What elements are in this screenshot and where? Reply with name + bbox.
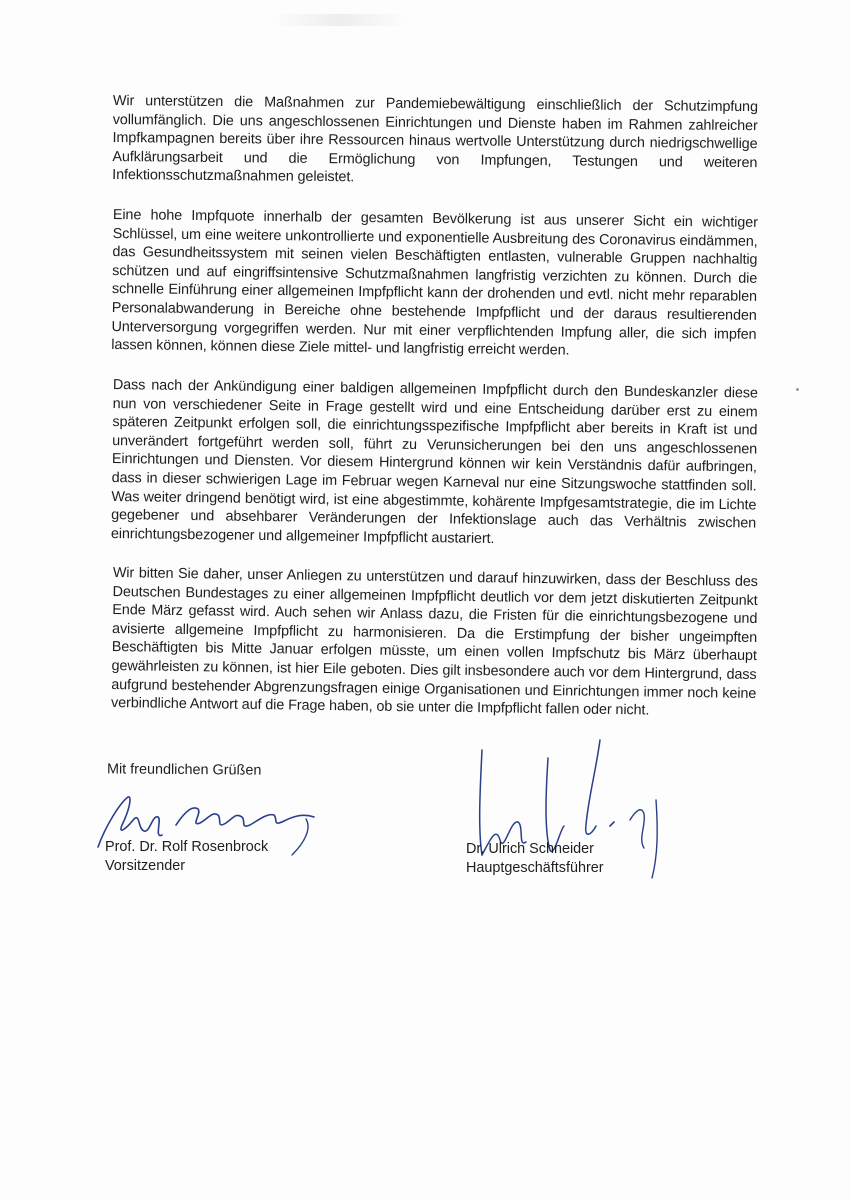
scan-speck [796,388,799,391]
letter-body [110,92,758,734]
paragraph-3: Dass nach der Ankündigung einer baldigen allgemeinen Impfpflicht durch den Bundeskanzler diese nun von verschiedener Seite in Frage gestellt wird und eine Entscheidung darüber erst zu einem späteren Zeitpunkt erfolgen soll, die einrichtungsspezifische Impfpflicht aber bereits in Kraft ist und unverändert fortgeführt werden soll, führt zu Verunsicherungen bei den uns angeschlossenen Einrichtungen und Diensten. Vor diesem Hintergrund können wir kein Verständnis dafür aufbringen, dass in dieser schwierigen Lage im Februar wegen Karneval nur eine Sitzungswoche stattfinden soll. Was weiter dringend benötigt wird, ist eine abgestimmte, kohärente Impfgesamtstrategie, die im Lichte gegebener und absehbarer Veränderungen der Infektionslage auch das Verhältnis zwischen einrichtungsbezogener und allgemeiner Impfpflicht austariert. [110,376,758,547]
faint-letterhead-residue [270,14,410,26]
paragraph-1: Wir unterstützen die Maßnahmen zur Pandemiebewältigung einschließlich der Schutzimpfung vollumfänglich. Die uns angeschlossenen Einrichtungen und Dienste haben im Rahmen zahlreicher Impfkampagnen bereits über ihre Ressourcen hinaus wertvolle Unterstützung durch niedrigschwellige Aufklärungsarbeit und die Ermöglichung von Impfungen, Testungen und weiteren Infektionsschutzmaßnahmen geleistet. [112,92,758,186]
signatory-left [105,838,268,876]
signatory-name: Dr. Ulrich Schneider [466,841,594,857]
signatory-name: Prof. Dr. Rolf Rosenbrock [105,839,269,855]
signatory-right [466,840,604,878]
paragraph-2: Eine hohe Impfquote innerhalb der gesamten Bevölkerung ist aus unserer Sicht ein wichtiger Schlüssel, um eine weitere unkontrollierte und exponentielle Ausbreitung des Coronavirus eindämmen, das Gesundheitssystem mit seinen vielen Beschäftigten entlasten, vulnerable Gruppen nachhaltig schützen und auf eingriffsintensive Schutzmaßnahmen langfristig verzichten zu können. Durch die schnelle Einführung einer allgemeinen Impfpflicht kann der drohenden und evtl. nicht mehr reparablen Personalabwanderung in Bereiche ohne bestehende Impfpflicht und der daraus resultierenden Unterversorgung vorgegriffen werden. Nur mit einer verpflichtenden Impfung aller, die sich impfen lassen können, können diese Ziele mittel- und langfristig erreicht werden. [111,206,758,359]
closing-salutation: Mit freundlichen Grüßen [106,761,262,779]
paragraph-4: Wir bitten Sie daher, unser Anliegen zu unterstützen und darauf hinzuwirken, dass der Beschluss des Deutschen Bundestages zu einer allgemeinen Impfpflicht deutlich vor dem jetzt diskutierten Zeitpunkt Ende März gefasst wird. Auch sehen wir Anlass dazu, die Fristen für die einrichtungsbezogene und avisierte allgemeine Impfpflicht zu harmonisieren. Da die Erstimpfung der bisher ungeimpften Beschäftigten bis Mitte Januar erfolgen müsste, um einen vollen Impfschutz bis März überhaupt gewährleisten zu können, ist hier Eile geboten. Dies gilt insbesondere auch vor dem Hintergrund, dass aufgrund bestehender Abgrenzungsfragen einige Organisationen und Einrichtungen immer noch keine verbindliche Antwort auf die Frage haben, ob sie unter die Impfpflicht fallen oder nicht. [110,565,758,719]
signatory-role: Vorsitzender [105,858,185,874]
signatory-role: Hauptgeschäftsführer [466,860,604,876]
